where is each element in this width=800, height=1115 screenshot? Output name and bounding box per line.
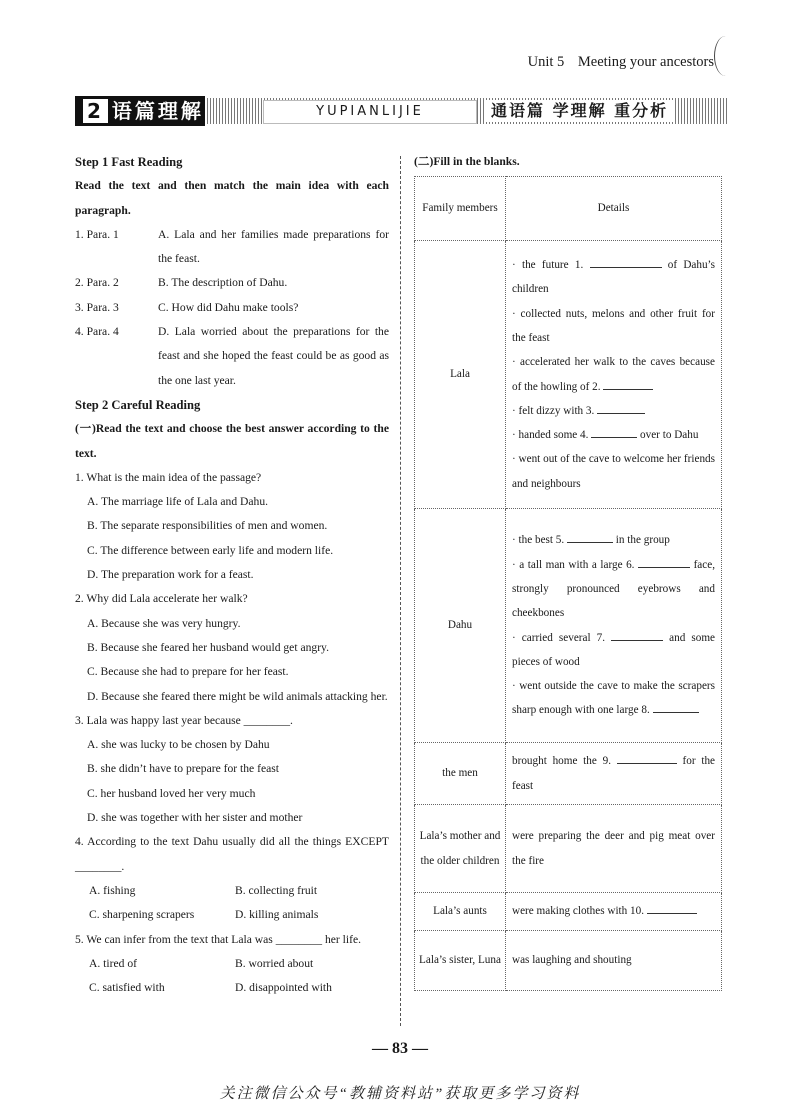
option: D. killing animals — [235, 908, 319, 922]
unit-title: Meeting your ancestors — [577, 54, 714, 70]
option: D. she was together with her sister and mother — [87, 811, 303, 825]
member-cell: Lala’s sister, Luna — [415, 931, 506, 991]
match-para: 2. Para. 2 — [75, 276, 119, 290]
option: B. she didn’t have to prepare for the feast — [87, 762, 279, 776]
option: D. Because she feared there might be wild animals attacking her. — [87, 689, 388, 703]
table-row — [415, 931, 722, 991]
page-number: — 83 — — [372, 1040, 428, 1057]
option-row — [75, 879, 389, 903]
table-row — [415, 241, 722, 509]
fill-in-table — [414, 176, 722, 991]
match-para: 1. Para. 1 — [75, 227, 119, 241]
match-idea: B. The description of Dahu. — [158, 276, 288, 290]
details-cell: were preparing the deer and pig meat over the fire — [506, 805, 722, 893]
question-2: 2. Why did Lala accelerate her walk? — [75, 592, 248, 606]
option: C. Because she had to prepare for her feast. — [87, 665, 289, 679]
member-cell: Lala’s aunts — [415, 893, 506, 931]
section-banner — [75, 96, 727, 126]
option: A. tired of — [89, 956, 137, 970]
details-cell: · the best 5. in the group · a tall man with a large 6. face, strongly pronounced eyebrows and cheekbones · carried several 7. and some pieces of wood · went outside the cave to make the scrapers sharp enough with one large 8. — [506, 509, 722, 743]
page-corner-curve — [714, 36, 737, 76]
section-slogan: 通语篇 学理解 重分析 — [485, 100, 674, 122]
table-row — [415, 509, 722, 743]
table-row — [415, 893, 722, 931]
option-row — [75, 903, 389, 927]
match-idea: C. How did Dahu make tools? — [158, 300, 299, 314]
match-row — [75, 271, 389, 295]
table-row — [415, 805, 722, 893]
match-row — [75, 296, 389, 320]
running-header — [528, 54, 714, 71]
footer-note: 关注微信公众号“教辅资料站”获取更多学习资料 — [219, 1086, 581, 1102]
question-4: 4. According to the text Dahu usually did all the things EXCEPT ________. — [75, 835, 389, 873]
question-1: 1. What is the main idea of the passage? — [75, 470, 262, 484]
option-row — [75, 976, 389, 1000]
details-cell: · the future 1. of Dahu’s children · collected nuts, melons and other fruit for the feast · accelerated her walk to the caves because of the howling of 2. · felt dizzy with 3. · handed some 4. over to Dahu · went out of the cave to welcome her friends and neighbours — [506, 241, 722, 509]
option: C. her husband loved her very much — [87, 786, 256, 800]
match-para: 4. Para. 4 — [75, 325, 119, 339]
step1-title: Step 1 Fast Reading — [75, 155, 183, 169]
column-header-details: Details — [506, 177, 722, 241]
table-row — [415, 743, 722, 805]
table-header-row — [415, 177, 722, 241]
column-header-members: Family members — [415, 177, 506, 241]
part1-instruction: (一)Read the text and choose the best answer according to the text. — [75, 422, 389, 460]
match-row — [75, 320, 389, 393]
option: B. Because she feared her husband would get angry. — [87, 640, 329, 654]
column-divider — [400, 156, 401, 1026]
step2-title: Step 2 Careful Reading — [75, 397, 201, 412]
option-row — [75, 952, 389, 976]
option: C. sharpening scrapers — [89, 908, 195, 922]
option: C. satisfied with — [89, 981, 165, 995]
section-pinyin: YUPIANLIJIE — [263, 100, 477, 124]
option: A. Because she was very hungry. — [87, 616, 241, 630]
match-idea: D. Lala worried about the preparations for the feast and she hoped the feast could be as good as the one last year. — [158, 325, 389, 387]
option: D. The preparation work for a feast. — [87, 568, 254, 582]
section-badge — [75, 96, 205, 126]
option: B. worried about — [235, 956, 314, 970]
question-3: 3. Lala was happy last year because ________. — [75, 713, 293, 727]
option: D. disappointed with — [235, 981, 332, 995]
option: A. fishing — [89, 883, 136, 897]
details-cell: was laughing and shouting — [506, 931, 722, 991]
member-cell: Lala — [415, 241, 506, 509]
option: B. collecting fruit — [235, 883, 318, 897]
option: B. The separate responsibilities of men and women. — [87, 519, 328, 533]
part2-title: (二)Fill in the blanks. — [414, 155, 520, 168]
left-column — [75, 150, 389, 1000]
option: A. she was lucky to be chosen by Dahu — [87, 738, 270, 752]
unit-label: Unit 5 — [527, 54, 565, 70]
details-cell: brought home the 9. for the feast — [506, 743, 722, 805]
option: A. The marriage life of Lala and Dahu. — [87, 495, 269, 509]
member-cell: Dahu — [415, 509, 506, 743]
step1-instruction: Read the text and then match the main idea with each paragraph. — [75, 179, 389, 217]
match-idea: A. Lala and her families made preparations for the feast. — [158, 227, 389, 266]
question-5: 5. We can infer from the text that Lala was ________ her life. — [75, 932, 362, 946]
match-para: 3. Para. 3 — [75, 300, 119, 314]
member-cell: Lala’s mother and the older children — [415, 805, 506, 893]
section-name: 语篇理解 — [111, 99, 204, 123]
match-row — [75, 223, 389, 272]
member-cell: the men — [415, 743, 506, 805]
section-number: 2 — [83, 99, 108, 123]
details-cell: were making clothes with 10. — [506, 893, 722, 931]
option: C. The difference between early life and modern life. — [87, 543, 334, 557]
